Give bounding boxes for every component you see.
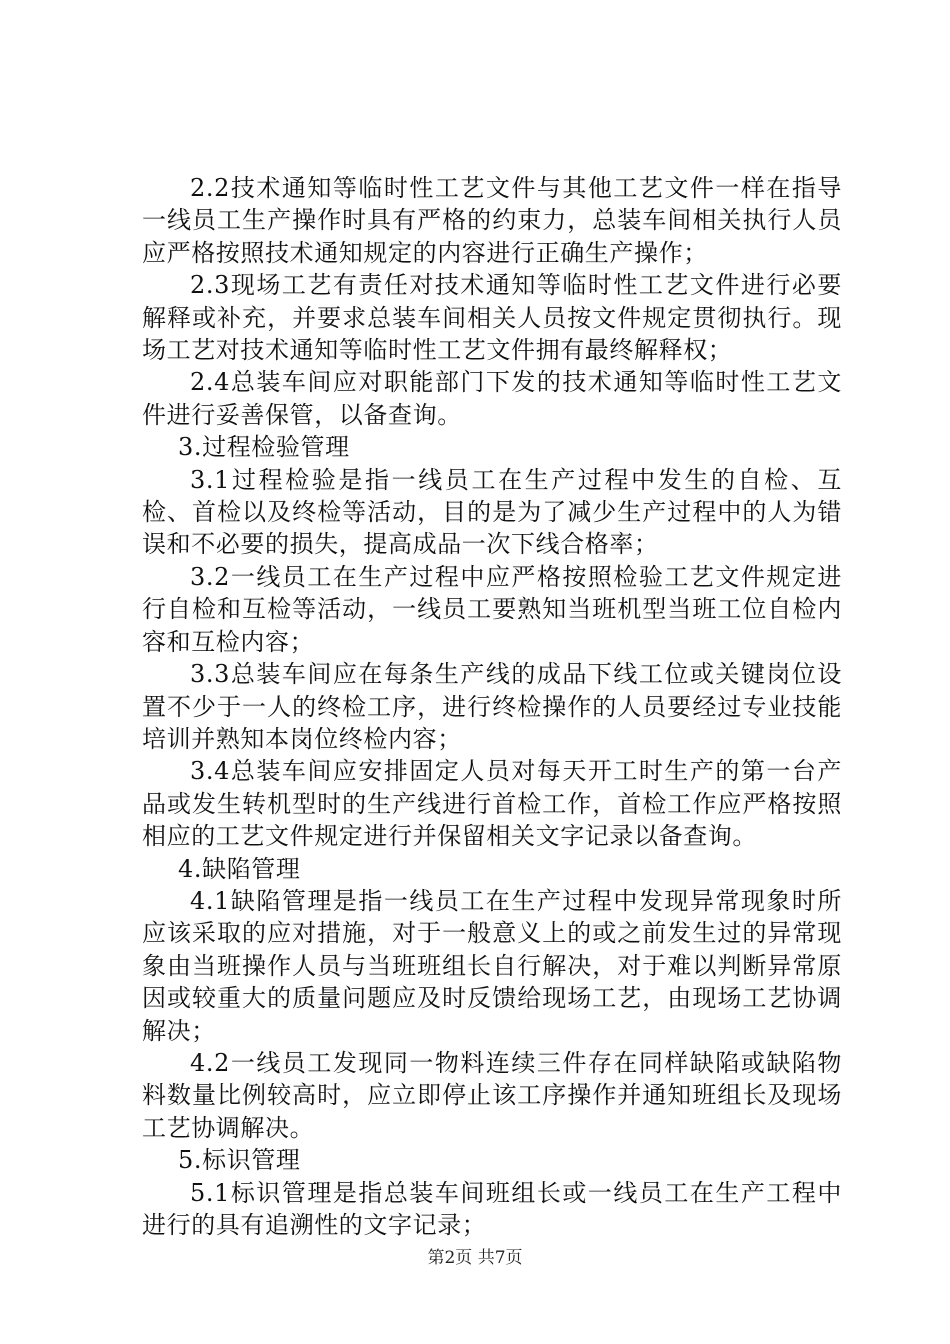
paragraph-3-3: 3.3总装车间应在每条生产线的成品下线工位或关键岗位设置不少于一人的终检工序，进行终检操作的人员要经过专业技能培训并熟知本岗位终检内容； bbox=[142, 660, 842, 753]
section-heading-5: 5.标识管理 bbox=[178, 1146, 301, 1175]
paragraph-3-1: 3.1过程检验是指一线员工在生产过程中发生的自检、互检、首检以及终检等活动，目的是为了减少生产过程中的人为错误和不必要的损失，提高成品一次下线合格率； bbox=[142, 465, 842, 559]
paragraph-3-4: 3.4总装车间应安排固定人员对每天开工时生产的第一台产品或发生转机型时的生产线进行首检工作，首检工作应严格按照相应的工艺文件规定进行并保留相关文字记录以备查询。 bbox=[142, 757, 842, 851]
paragraph-3-2: 3.2一线员工在生产过程中应严格按照检验工艺文件规定进行自检和互检等活动，一线员工要熟知当班机型当班工位自检内容和互检内容； bbox=[142, 562, 842, 656]
document-body bbox=[142, 172, 842, 1241]
paragraph-2-2: 2.2技术通知等临时性工艺文件与其他工艺文件一样在指导一线员工生产操作时具有严格的约束力，总装车间相关执行人员应严格按照技术通知规定的内容进行正确生产操作； bbox=[142, 174, 842, 267]
paragraph-5-1: 5.1标识管理是指总装车间班组长或一线员工在生产工程中进行的具有追溯性的文字记录； bbox=[142, 1178, 842, 1239]
page-number-footer: 第2页 共7页 bbox=[427, 1248, 523, 1268]
paragraph-4-2: 4.2一线员工发现同一物料连续三件存在同样缺陷或缺陷物料数量比例较高时，应立即停止该工序操作并通知班组长及现场工艺协调解决。 bbox=[142, 1048, 842, 1142]
paragraph-2-3: 2.3现场工艺有责任对技术通知等临时性工艺文件进行必要解释或补充，并要求总装车间相关人员按文件规定贯彻执行。现场工艺对技术通知等临时性工艺文件拥有最终解释权； bbox=[142, 271, 842, 365]
section-heading-3: 3.过程检验管理 bbox=[178, 433, 350, 462]
paragraph-4-1: 4.1缺陷管理是指一线员工在生产过程中发现异常现象时所应该采取的应对措施，对于一般意义上的或之前发生过的异常现象由当班操作人员与当班班组长自行解决，对于难以判断异常原因或较重大的质量问题应及时反馈给现场工艺，由现场工艺协调解决； bbox=[142, 886, 842, 1045]
paragraph-2-4: 2.4总装车间应对职能部门下发的技术通知等临时性工艺文件进行妥善保管，以备查询。 bbox=[142, 368, 842, 429]
section-heading-4: 4.缺陷管理 bbox=[178, 854, 301, 883]
